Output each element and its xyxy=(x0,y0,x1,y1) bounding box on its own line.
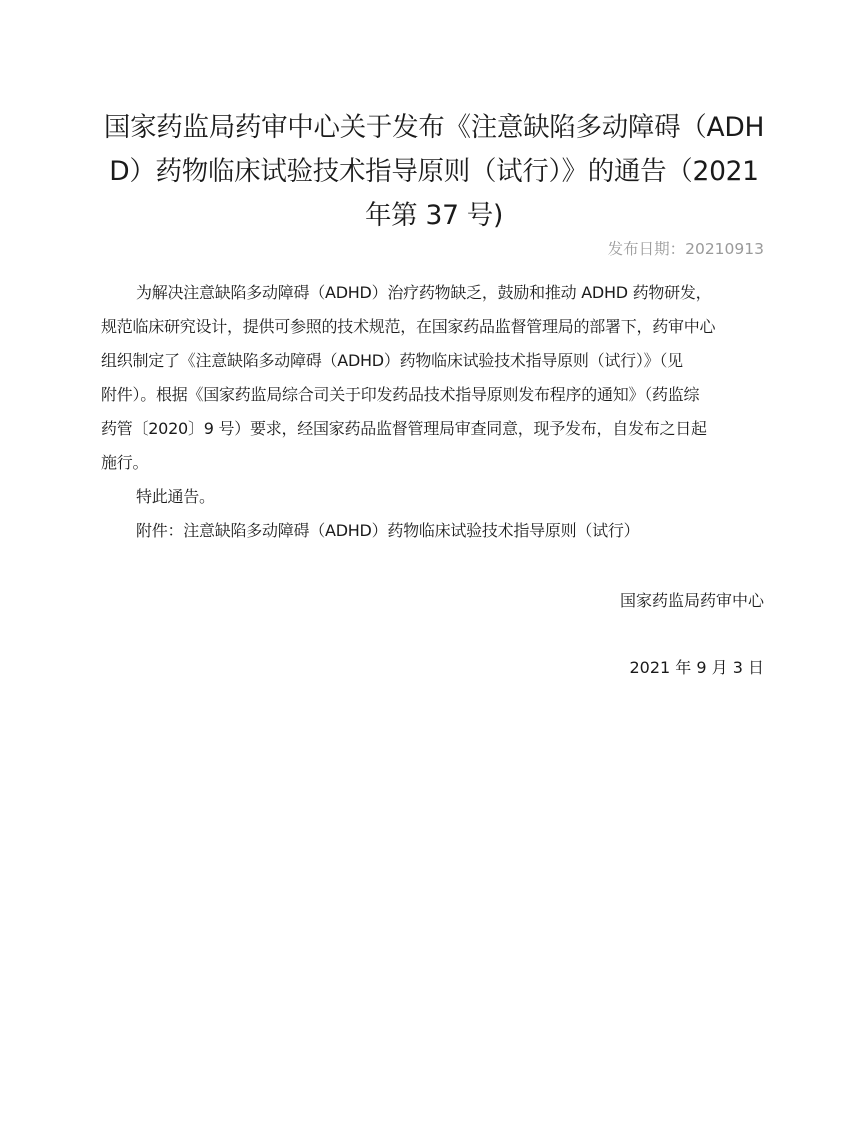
body-line: 规范临床研究设计，提供可参照的技术规范，在国家药品监督管理局的部署下，药审中心 xyxy=(101,317,716,336)
publish-date: 发布日期：20210913 xyxy=(607,240,764,258)
body-line: 施行。 xyxy=(101,453,149,472)
attachment-text: 附件：注意缺陷多动障碍（ADHD）药物临床试验技术指导原则（试行） xyxy=(136,521,640,540)
body-line: 为解决注意缺陷多动障碍（ADHD）治疗药物缺乏，鼓励和推动 ADHD 药物研发， xyxy=(136,283,712,302)
closing-text: 特此通告。 xyxy=(136,487,215,506)
body-line: 附件）。根据《国家药监局综合司关于印发药品技术指导原则发布程序的通知》（药监综 xyxy=(101,385,700,404)
body-line: 组织制定了《注意缺陷多动障碍（ADHD）药物临床试验技术指导原则（试行）》（见 xyxy=(101,351,683,370)
signature-date: 2021 年 9 月 3 日 xyxy=(629,658,764,677)
title-line: 年第 37 号) xyxy=(364,200,503,231)
document-title xyxy=(100,106,768,238)
signature-organization: 国家药监局药审中心 xyxy=(619,591,764,610)
body-line: 药管〔2020〕9 号）要求，经国家药品监督管理局审查同意，现予发布，自发布之日起 xyxy=(101,419,707,438)
document-body xyxy=(101,276,767,548)
title-line: D）药物临床试验技术指导原则（试行）》的通告（2021 xyxy=(109,156,759,187)
title-line: 国家药监局药审中心关于发布《注意缺陷多动障碍（ADH xyxy=(103,112,765,143)
